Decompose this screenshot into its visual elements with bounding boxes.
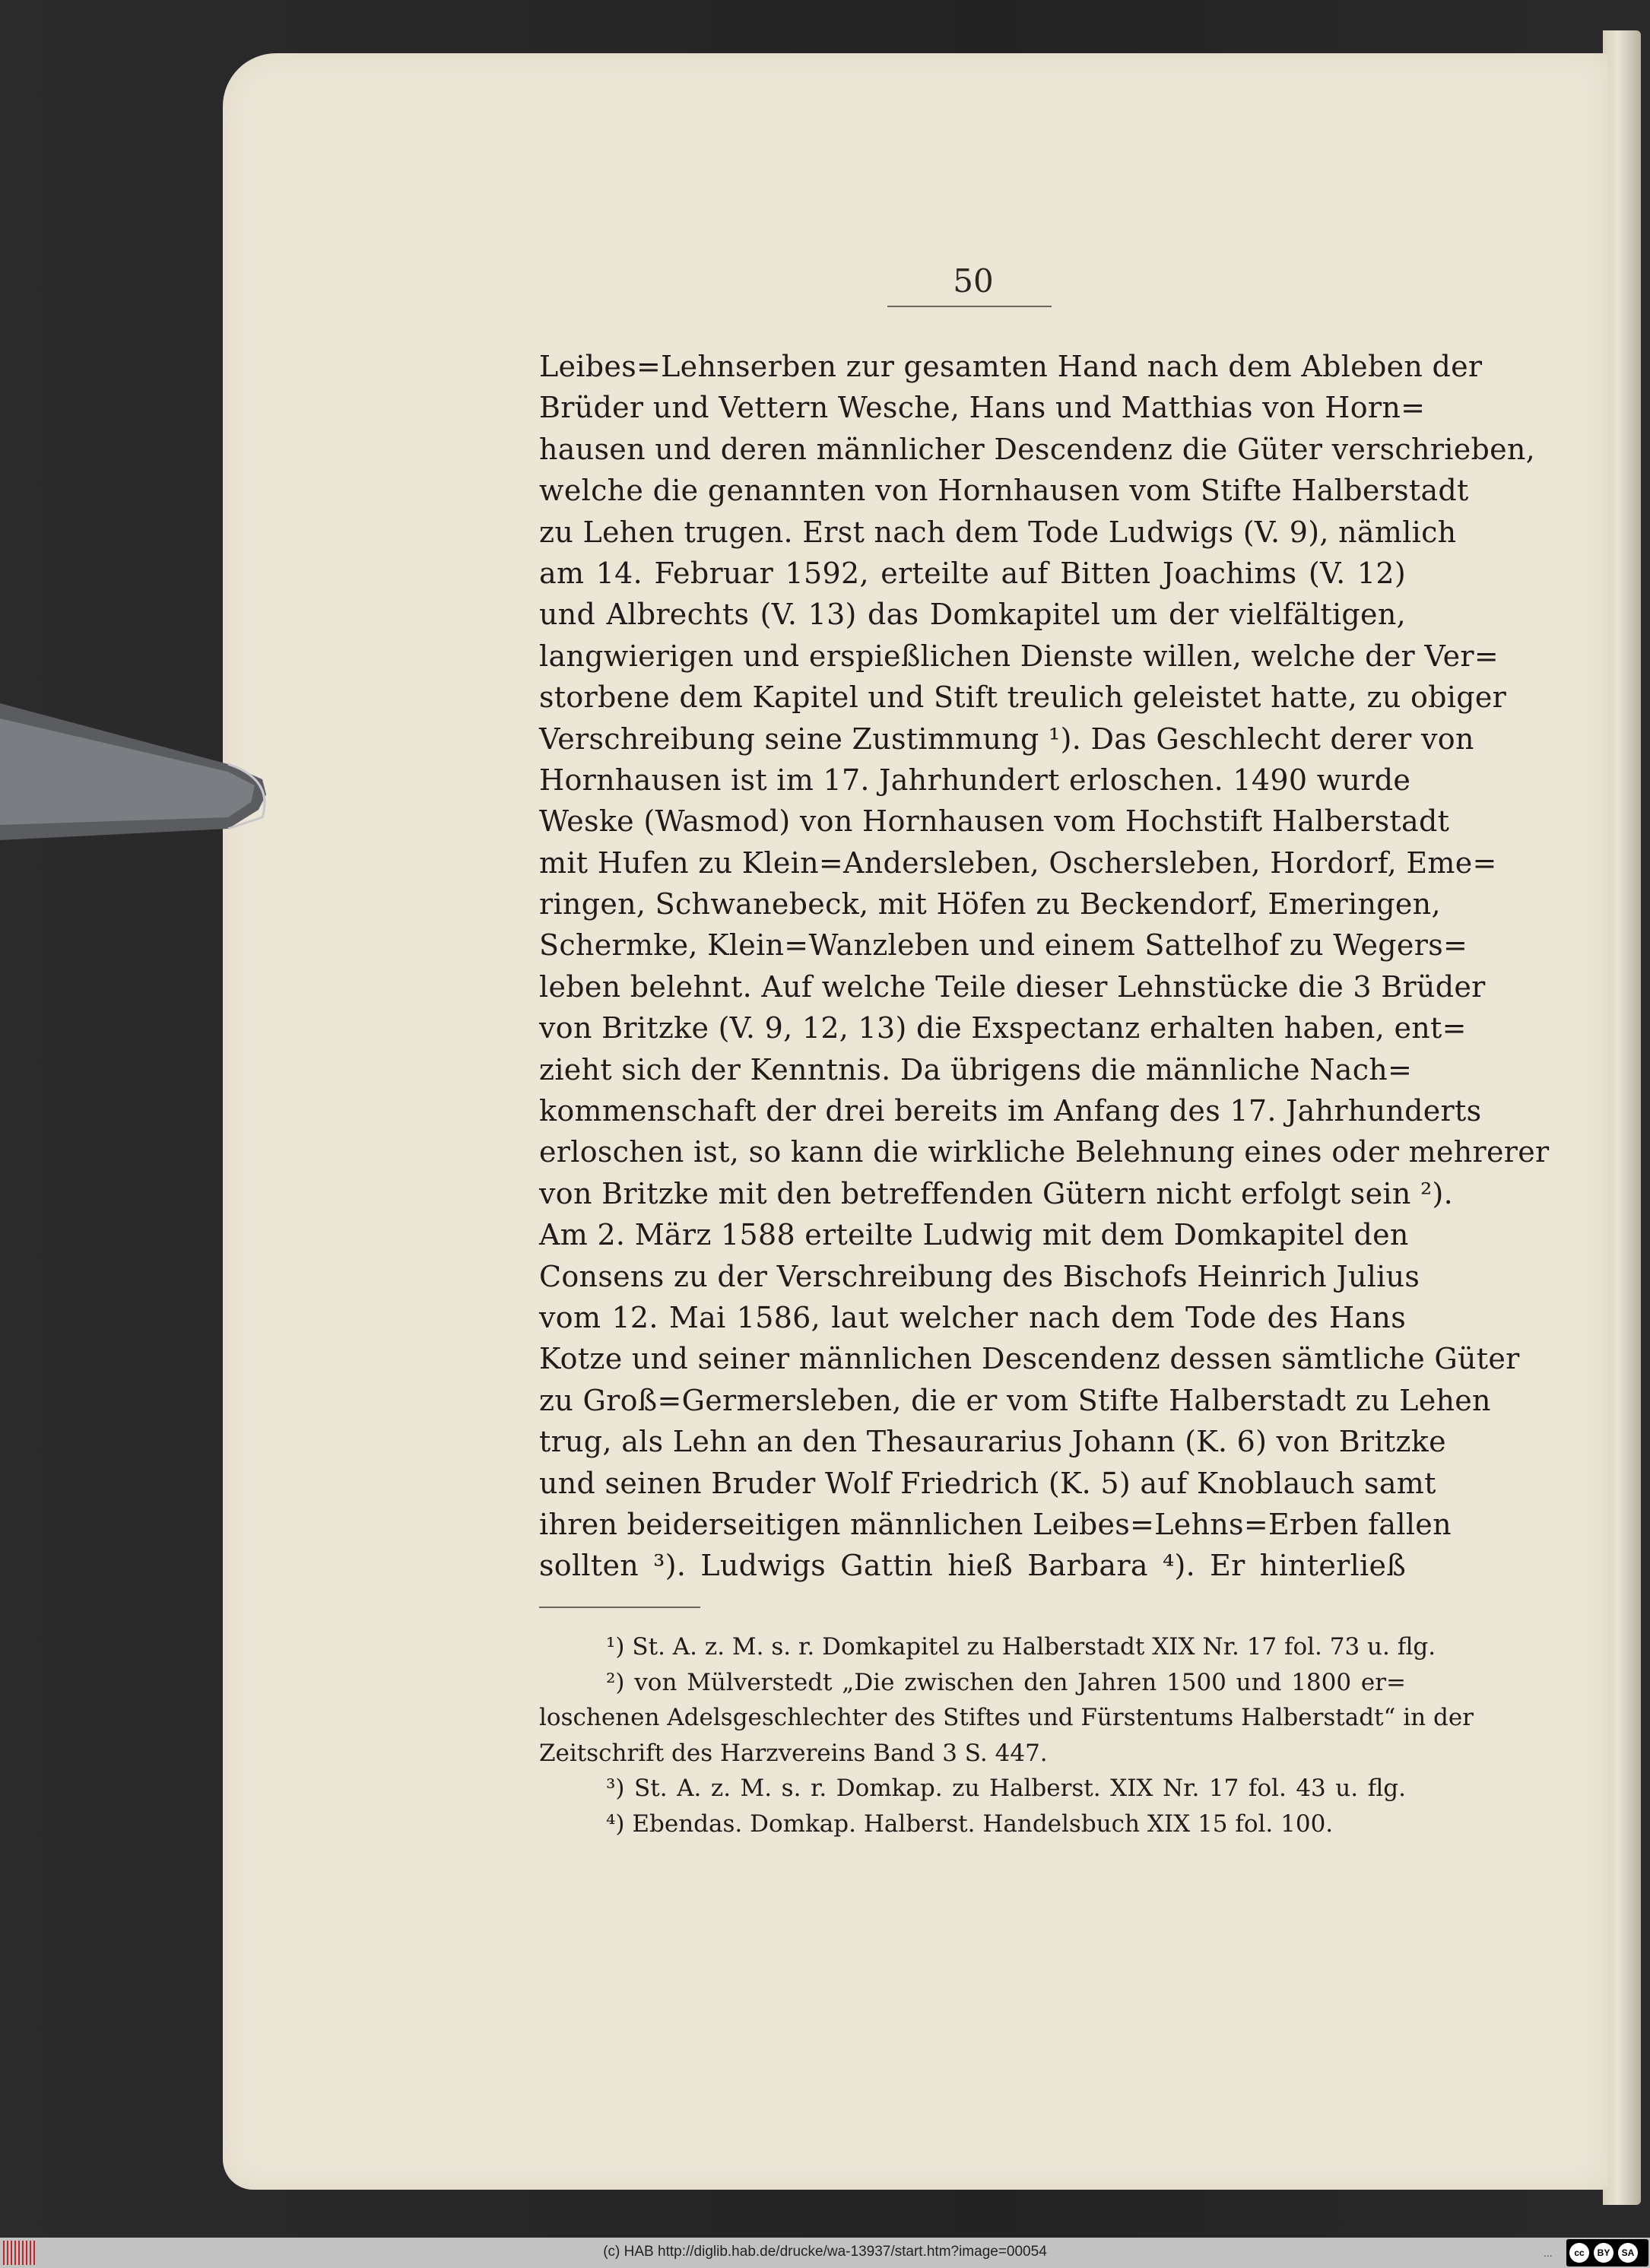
text-line: zu Groß=Germersleben, die er vom Stifte Halberstadt zu Lehen [539,1383,1491,1417]
text-line: storbene dem Kapitel und Stift treulich geleistet hatte, zu obiger [539,680,1507,715]
footnote-line: ⁴) Ebendas. Domkap. Halberst. Handelsbuch XIX 15 fol. 100. [606,1810,1334,1838]
text-line: mit Hufen zu Klein=Andersleben, Oschersleben, Hordorf, Eme= [539,845,1497,880]
text-line: ihren beiderseitigen männlichen Leibes=Lehns=Erben fallen [539,1507,1452,1541]
page-holder-clip [0,696,274,863]
text-line: Hornhausen ist im 17. Jahrhundert erloschen. 1490 wurde [539,763,1411,797]
text-line: sollten ³). Ludwigs Gattin hieß Barbara ⁴). Er hinterließ [539,1549,1406,1583]
text-line: Verschreibung seine Zustimmung ¹). Das Geschlecht derer von [539,722,1474,756]
text-line: Consens zu der Verschreibung des Bischofs Heinrich Julius [539,1259,1420,1293]
footnotes [539,1629,1474,1841]
text-line: ringen, Schwanebeck, mit Höfen zu Beckendorf, Emeringen, [539,887,1441,921]
text-line: Brüder und Vettern Wesche, Hans und Matthias von Horn= [539,391,1426,425]
text-line: welche die genannten von Hornhausen vom Stifte Halberstadt [539,474,1469,508]
text-line: von Britzke (V. 9, 12, 13) die Exspectanz erhalten haben, ent= [539,1011,1467,1045]
cc-license-badge[interactable] [1566,2239,1648,2266]
cc-icon: cc [1569,2243,1589,2263]
text-line: und seinen Bruder Wolf Friedrich (K. 5) auf Knoblauch samt [539,1466,1436,1500]
text-line: vom 12. Mai 1586, laut welcher nach dem Tode des Hans [539,1300,1406,1334]
text-line: Kotze und seiner männlichen Descendenz dessen sämtliche Güter [539,1342,1520,1376]
footnote-line: Zeitschrift des Harzvereins Band 3 S. 447. [539,1739,1048,1767]
text-line: Schermke, Klein=Wanzleben und einem Sattelhof zu Wegers= [539,928,1468,963]
viewer-footer-bar [0,2238,1650,2268]
text-line: und Albrechts (V. 13) das Domkapitel um der vielfältigen, [539,598,1406,632]
more-dots: ... [1544,2247,1553,2259]
text-line: von Britzke mit den betreffenden Gütern nicht erfolgt sein ²). [539,1176,1454,1210]
footnote-divider [539,1607,700,1608]
body-text [539,346,1550,1587]
footnote-line: ²) von Mülverstedt „Die zwischen den Jahren 1500 und 1800 er= [606,1668,1406,1696]
next-page-edge [1603,30,1641,2205]
text-line: zu Lehen trugen. Erst nach dem Tode Ludwigs (V. 9), nämlich [539,515,1457,549]
text-line: kommenschaft der drei bereits im Anfang des 17. Jahrhunderts [539,1094,1482,1128]
text-line: leben belehnt. Auf welche Teile dieser Lehnstücke die 3 Brüder [539,969,1486,1004]
text-line: erloschen ist, so kann die wirkliche Belehnung eines oder mehrerer [539,1135,1550,1169]
text-line: Am 2. März 1588 erteilte Ludwig mit dem Domkapitel den [539,1218,1409,1252]
text-line: hausen und deren männlicher Descendenz die Güter verschrieben, [539,432,1536,466]
copyright-url[interactable]: (c) HAB http://diglib.hab.de/drucke/wa-13937/start.htm?image=00054 [603,2244,1047,2260]
text-line: langwierigen und erspießlichen Dienste willen, welche der Ver= [539,639,1499,673]
text-line: Weske (Wasmod) von Hornhausen vom Hochstift Halberstadt [539,804,1450,839]
footnote-line: ¹) St. A. z. M. s. r. Domkapitel zu Halberstadt XIX Nr. 17 fol. 73 u. flg. [606,1633,1436,1661]
page-number-rule [887,306,1052,307]
text-line: trug, als Lehn an den Thesaurarius Johann (K. 6) von Britzke [539,1425,1446,1459]
footnote-line: ³) St. A. z. M. s. r. Domkap. zu Halberst. XIX Nr. 17 fol. 43 u. flg. [606,1775,1406,1802]
by-icon: BY [1594,2243,1614,2263]
sa-icon: SA [1618,2243,1638,2263]
footnote-line: loschenen Adelsgeschlechter des Stiftes und Fürstentums Halberstadt“ in der [539,1704,1474,1731]
text-line: Leibes=Lehnserben zur gesamten Hand nach dem Ableben der [539,350,1483,383]
text-line: zieht sich der Kenntnis. Da übrigens die männliche Nach= [539,1052,1413,1086]
page-number: 50 [953,262,994,300]
text-line: am 14. Februar 1592, erteilte auf Bitten Joachims (V. 12) [539,556,1406,590]
